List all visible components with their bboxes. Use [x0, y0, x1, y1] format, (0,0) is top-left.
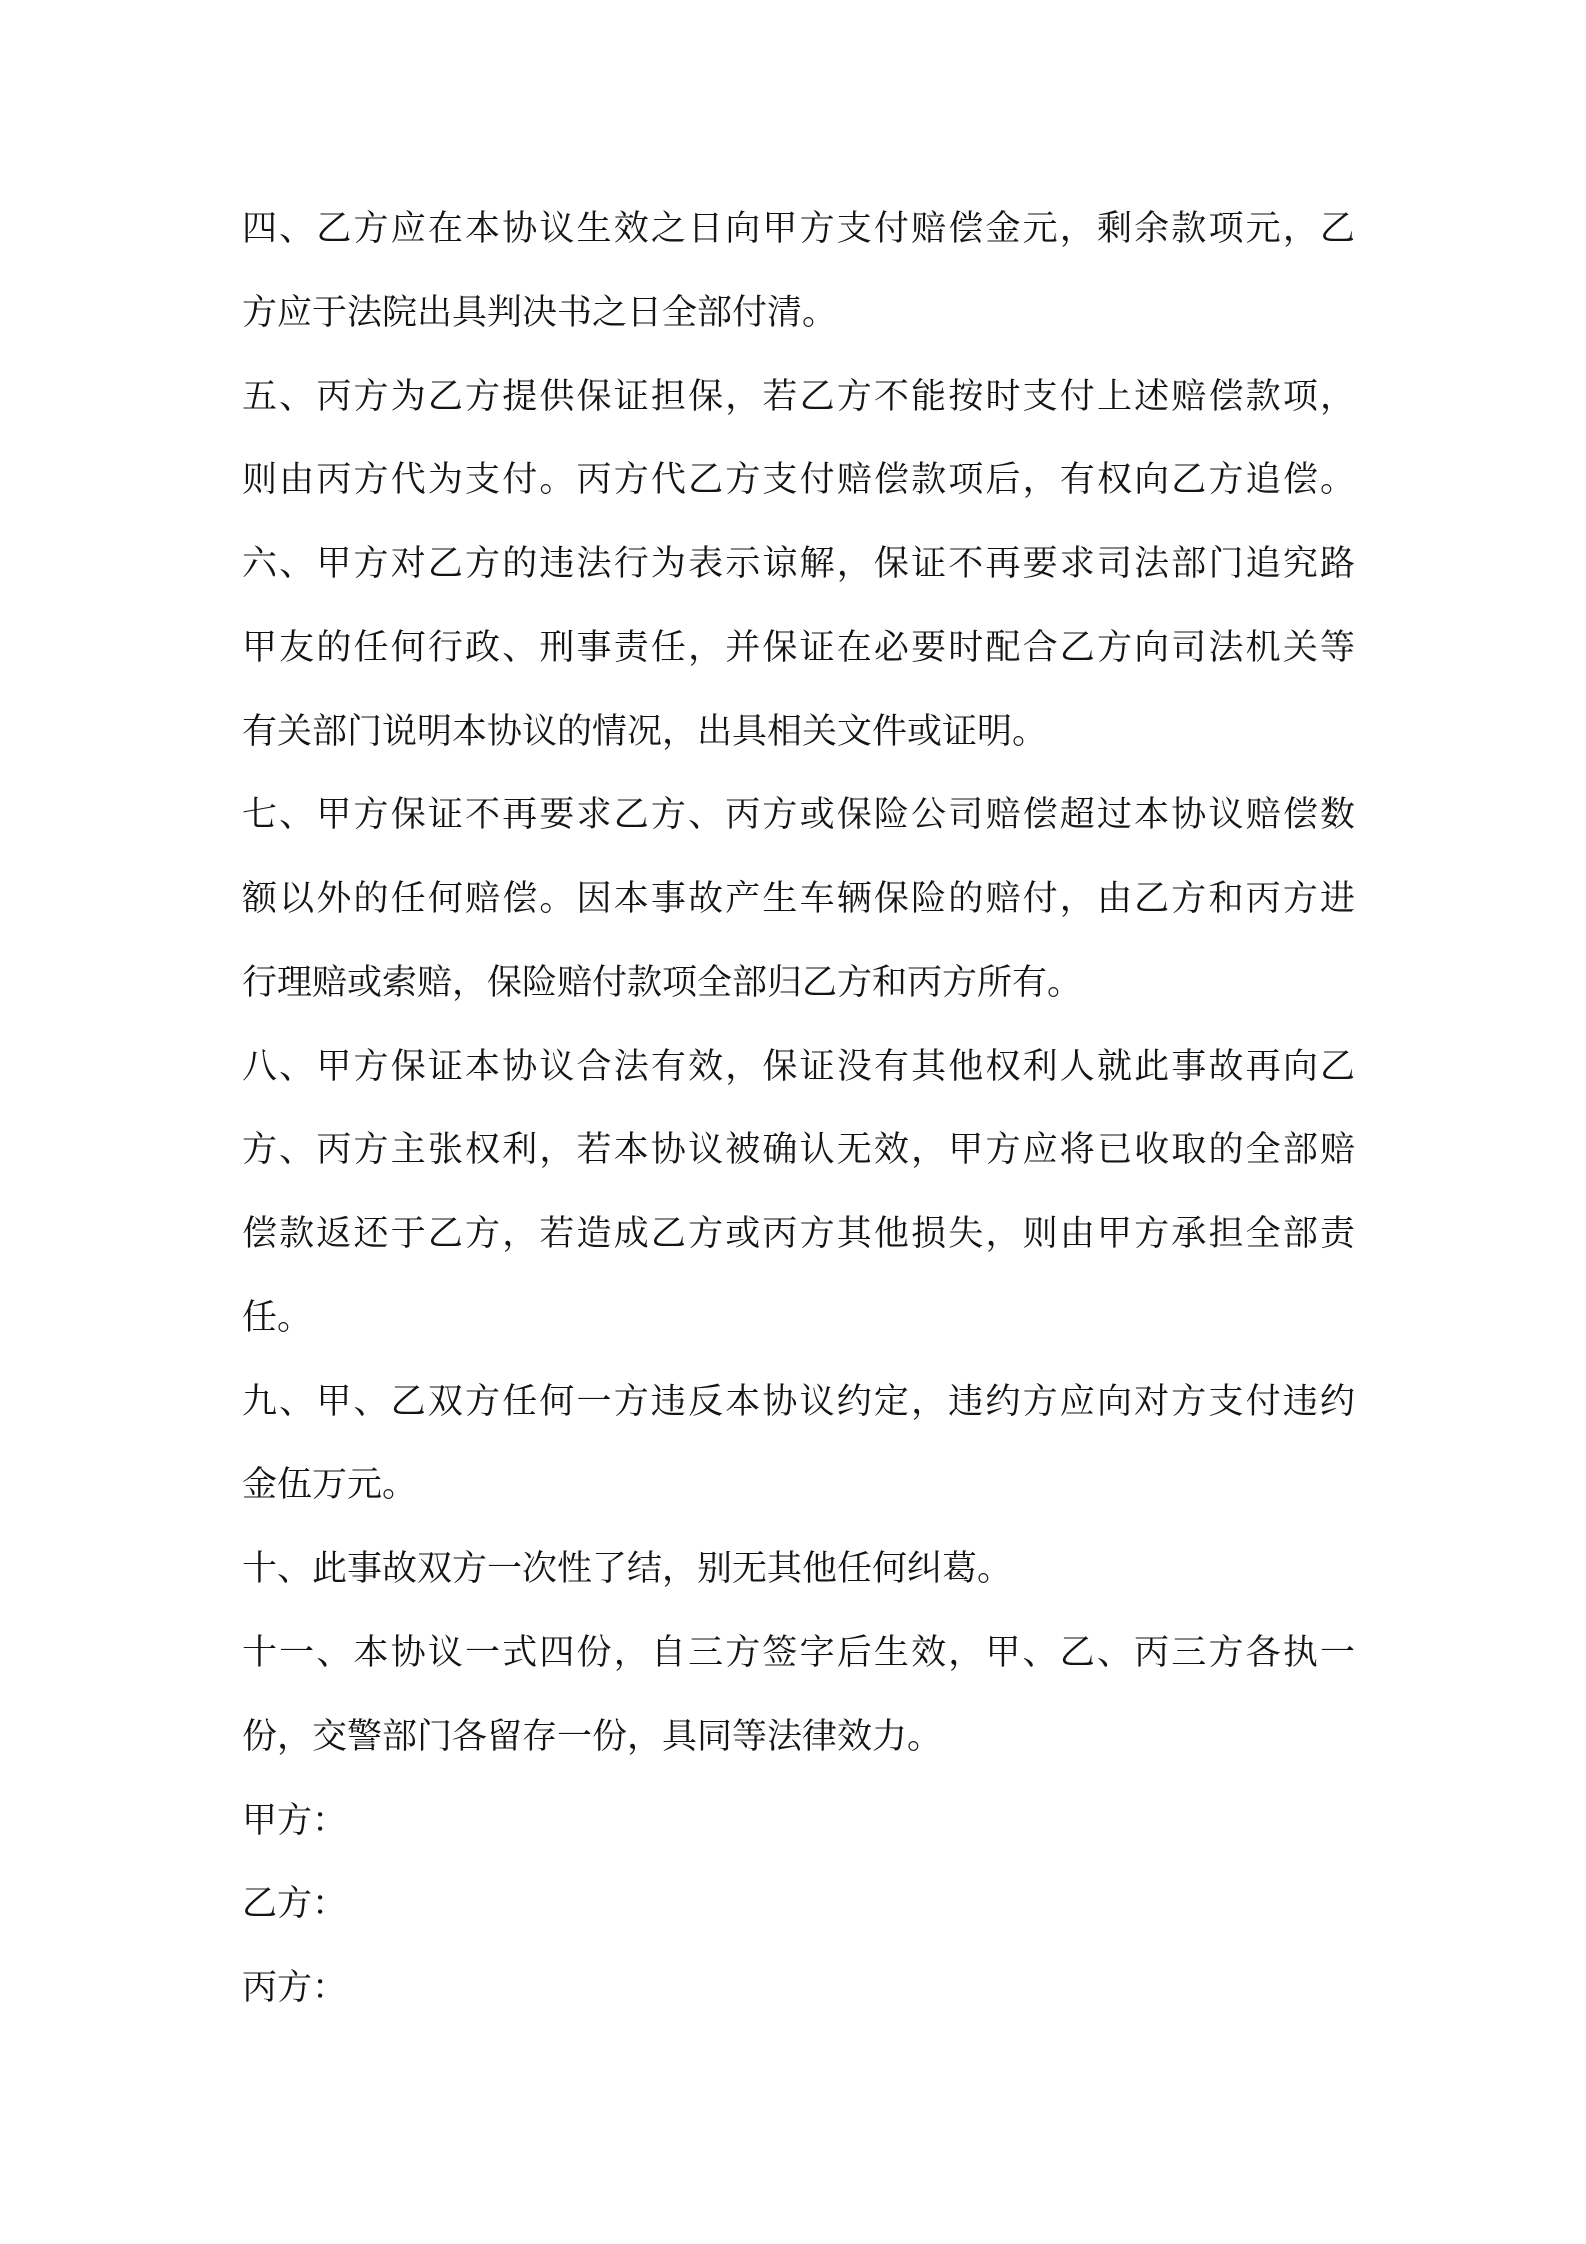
- text-line: 十一、本协议一式四份，自三方签字后生效，甲、乙、丙三方各执一: [242, 1633, 1355, 1674]
- text-line: 行理赔或索赔，保险赔付款项全部归乙方和丙方所有。: [242, 962, 1083, 1003]
- clause-7: [242, 774, 1355, 1025]
- text-line: 金伍万元。: [242, 1465, 418, 1506]
- text-line: 则由丙方代为支付。丙方代乙方支付赔偿款项后，有权向乙方追偿。: [242, 460, 1355, 501]
- signature-party-c: 丙方：: [242, 1968, 348, 2009]
- clause-10: [242, 1528, 1355, 1612]
- clause-5: [242, 356, 1355, 524]
- text-line: 额以外的任何赔偿。因本事故产生车辆保险的赔付，由乙方和丙方进: [242, 879, 1355, 920]
- text-line: 份，交警部门各留存一份，具同等法律效力。: [242, 1716, 943, 1757]
- text-line: 偿款返还于乙方，若造成乙方或丙方其他损失，则由甲方承担全部责: [242, 1214, 1355, 1255]
- clause-4: [242, 188, 1355, 356]
- clause-9: [242, 1361, 1355, 1529]
- clause-6: [242, 523, 1355, 774]
- agreement-body: [242, 188, 1355, 2031]
- text-line: 七、甲方保证不再要求乙方、丙方或保险公司赔偿超过本协议赔偿数: [242, 795, 1355, 836]
- text-line: 有关部门说明本协议的情况，出具相关文件或证明。: [242, 711, 1048, 752]
- signature-party-a: 甲方：: [242, 1800, 348, 1841]
- text-line: 五、丙方为乙方提供保证担保，若乙方不能按时支付上述赔偿款项，: [242, 376, 1355, 417]
- text-line: 任。: [242, 1297, 313, 1338]
- text-line: 十、此事故双方一次性了结，别无其他任何纠葛。: [242, 1549, 1013, 1590]
- clause-11: [242, 1612, 1355, 1780]
- text-line: 八、甲方保证本协议合法有效，保证没有其他权利人就此事故再向乙: [242, 1046, 1355, 1087]
- text-line: 方应于法院出具判决书之日全部付清。: [242, 292, 838, 333]
- text-line: 四、乙方应在本协议生效之日向甲方支付赔偿金元，剩余款项元，乙: [242, 209, 1355, 249]
- clause-8: [242, 1026, 1355, 1361]
- signature-block: [242, 1780, 1355, 2031]
- text-line: 九、甲、乙双方任何一方违反本协议约定，违约方应向对方支付违约: [242, 1381, 1355, 1422]
- text-line: 六、甲方对乙方的违法行为表示谅解，保证不再要求司法部门追究路: [242, 544, 1355, 585]
- text-line: 甲友的任何行政、刑事责任，并保证在必要时配合乙方向司法机关等: [242, 627, 1355, 668]
- signature-party-b: 乙方：: [242, 1884, 348, 1925]
- text-line: 方、丙方主张权利，若本协议被确认无效，甲方应将已收取的全部赔: [242, 1130, 1355, 1171]
